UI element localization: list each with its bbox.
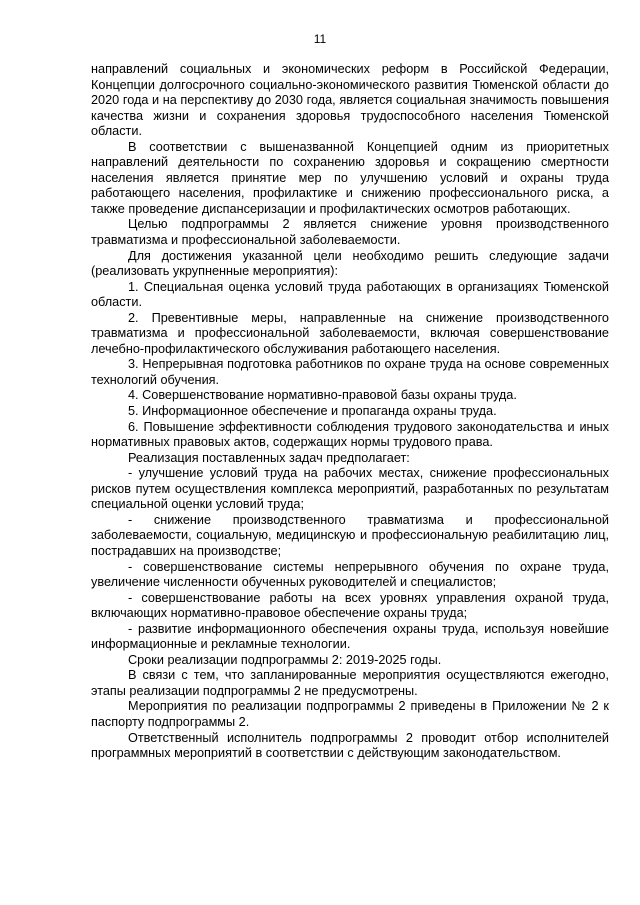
task-item-2: 2. Превентивные меры, направленные на снижение производственного травматизма и профессиональной заболеваемости, включая совершенствование лечебно-профилактического обслуживания работающего населения. — [91, 310, 609, 356]
implementation-item-4: - совершенствование работы на всех уровнях управления охраной труда, включающих нормативно-правовое обеспечение охраны труда; — [91, 590, 609, 621]
paragraph-continuation: направлений социальных и экономических реформ в Российской Федерации, Концепции долгосрочного социально-экономического развития Тюменской области до 2020 года и на перспективу до 2030 года, является социальная значимость повышения качества жизни и сохранения здоровья трудоспособного населения Тюменской области. — [91, 62, 609, 139]
paragraph-tasks-intro: Для достижения указанной цели необходимо решить следующие задачи (реализовать укрупненные мероприятия): — [91, 248, 609, 279]
task-item-1: 1. Специальная оценка условий труда работающих в организациях Тюменской области. — [91, 279, 609, 310]
implementation-item-1: - улучшение условий труда на рабочих местах, снижение профессиональных рисков путем осуществления комплекса мероприятий, разработанных по результатам специальной оценки условий труда; — [91, 466, 609, 512]
paragraph-timeline: Сроки реализации подпрограммы 2: 2019-2025 годы. — [128, 652, 442, 667]
paragraph-implementation-intro: Реализация поставленных задач предполагает: — [128, 450, 410, 465]
paragraph-appendix-reference: Мероприятия по реализации подпрограммы 2 приведены в Приложении № 2 к паспорту подпрограммы 2. — [91, 699, 609, 729]
page-number: 11 — [313, 32, 327, 46]
paragraph-goal: Целью подпрограммы 2 является снижение уровня производственного травматизма и профессиональной заболеваемости. — [91, 217, 609, 248]
implementation-item-3: - совершенствование системы непрерывного обучения по охране труда, увеличение численности обученных руководителей и специалистов; — [91, 559, 609, 590]
task-item-5: 5. Информационное обеспечение и пропаганда охраны труда. — [128, 404, 497, 419]
paragraph-stages: В связи с тем, что запланированные мероприятия осуществляются ежегодно, этапы реализации подпрограммы 2 не предусмотрены. — [91, 668, 609, 698]
document-body — [91, 62, 609, 762]
task-item-4: 4. Совершенствование нормативно-правовой базы охраны труда. — [128, 388, 517, 403]
implementation-item-2: - снижение производственного травматизма и профессиональной заболеваемости, социальную, медицинскую и профессиональную реабилитацию лиц, пострадавших на производстве; — [91, 512, 609, 558]
paragraph-responsible-executor: Ответственный исполнитель подпрограммы 2 проводит отбор исполнителей программных мероприятий в соответствии с действующим законодательством. — [91, 730, 609, 761]
task-item-6: 6. Повышение эффективности соблюдения трудового законодательства и иных нормативных правовых актов, содержащих нормы трудового права. — [91, 419, 609, 450]
paragraph-concept-priorities: В соответствии с вышеназванной Концепцией одним из приоритетных направлений деятельности по сохранению здоровья и сокращению смертности населения является принятие мер по улучшению условий и охраны труда работающего населения, профилактике и снижению профессионального риска, а также проведение диспансеризации и профилактических осмотров работающих. — [91, 139, 609, 216]
implementation-item-5: - развитие информационного обеспечения охраны труда, используя новейшие информационные и рекламные технологии. — [91, 621, 609, 652]
task-item-3: 3. Непрерывная подготовка работников по охране труда на основе современных технологий обучения. — [91, 357, 609, 387]
